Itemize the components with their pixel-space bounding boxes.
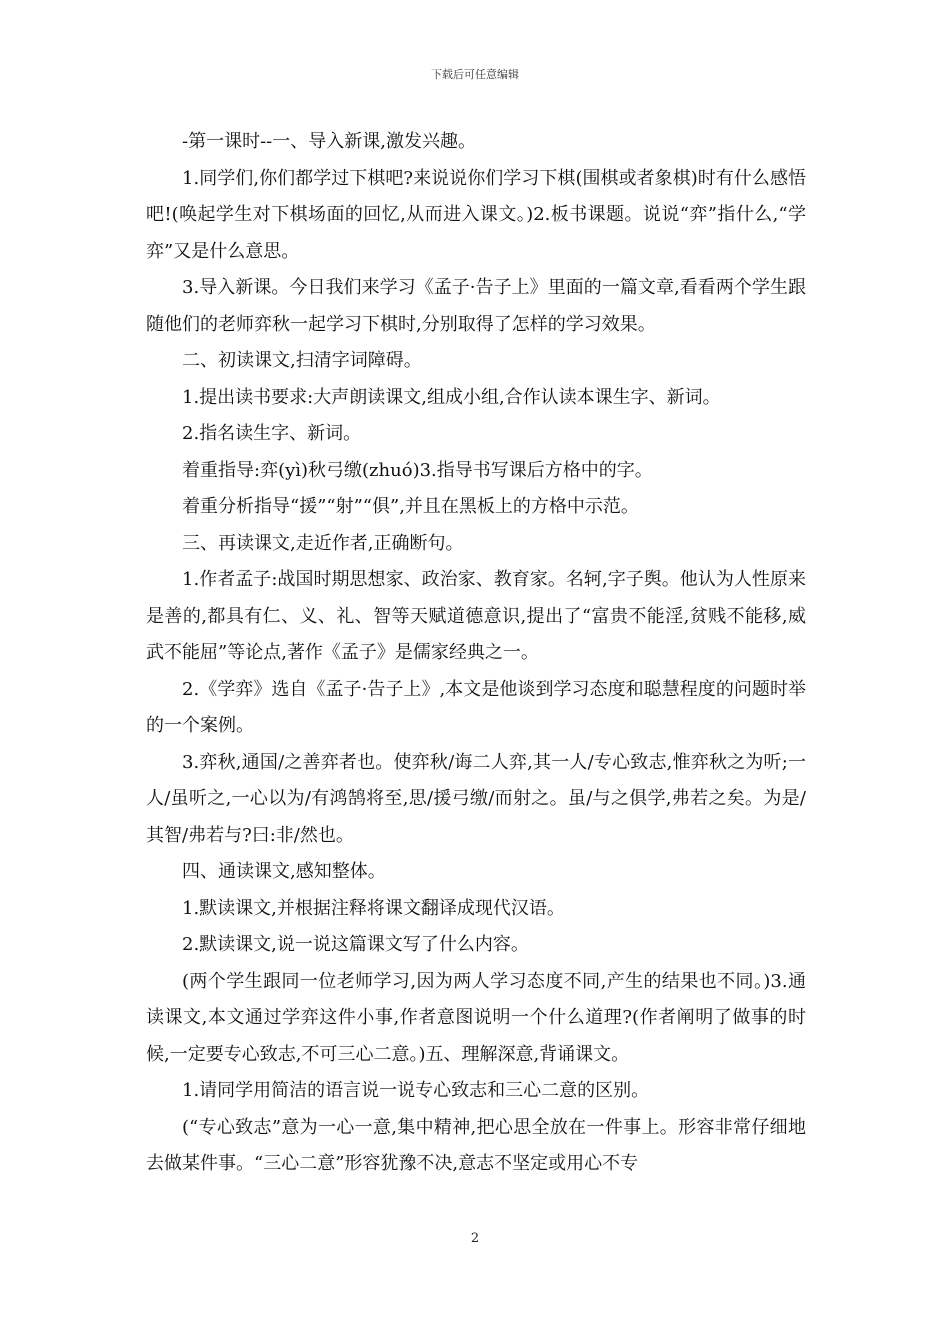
- paragraph-item: (“专心致志”意为一心一意,集中精神,把心思全放在一件事上。形容非常仔细地去做某件事。“三心二意”形容犹豫不决,意志不坚定或用心不专: [146, 1116, 806, 1174]
- document-body: [146, 124, 806, 1183]
- paragraph-item: 着重分析指导“援”“射”“俱”,并且在黑板上的方格中示范。: [182, 496, 639, 517]
- paragraph-item: 2.指名读生字、新词。: [182, 423, 362, 444]
- section-heading: 二、初读课文,扫清字词障碍。: [182, 350, 422, 371]
- paragraph-item: (两个学生跟同一位老师学习,因为两人学习态度不同,产生的结果也不同。)3.通读课文,本文通过学弈这件小事,作者意图说明一个什么道理?(作者阐明了做事的时候,一定要专心致志,不可三心二意。)五、理解深意,背诵课文。: [146, 970, 806, 1065]
- section-heading: 三、再读课文,走近作者,正确断句。: [182, 532, 464, 554]
- paragraph-item: 1.默读课文,并根据注释将课文翻译成现代汉语。: [182, 897, 565, 919]
- page-number: 2: [470, 1231, 480, 1246]
- page-header: 下载后可任意编辑: [431, 68, 519, 81]
- paragraph-item: 着重指导:弈(yì)秋弓缴(zhuó)3.指导书写课后方格中的字。: [182, 459, 653, 481]
- paragraph-item: 1.作者孟子:战国时期思想家、政治家、教育家。名轲,字子舆。他认为人性原来是善的,都具有仁、义、礼、智等天赋道德意识,提出了“富贵不能淫,贫贱不能移,威武不能屈”等论点,著作《孟子》是儒家经典之一。: [146, 569, 806, 663]
- paragraph-item: 3.导入新课。今日我们来学习《孟子·告子上》里面的一篇文章,看看两个学生跟随他们的老师弈秋一起学习下棋时,分别取得了怎样的学习效果。: [146, 277, 806, 335]
- section-heading: 四、通读课文,感知整体。: [182, 861, 386, 882]
- paragraph-item: 1.提出读书要求:大声朗读课文,组成小组,合作认读本课生字、新词。: [182, 386, 721, 408]
- paragraph-item: 2.《学弈》选自《孟子·告子上》,本文是他谈到学习态度和聪慧程度的问题时举的一个案例。: [146, 678, 806, 736]
- paragraph-item: 3.弈秋,通国/之善弈者也。使弈秋/诲二人弈,其一人/专心致志,惟弈秋之为听;一人/虽听之,一心以为/有鸿鹄将至,思/援弓缴/而射之。虽/与之俱学,弗若之矣。为是/其智/弗若与?曰:非/然也。: [146, 751, 806, 846]
- paragraph-lesson-intro: -第一课时--一、导入新课,激发兴趣。: [182, 131, 476, 152]
- paragraph-item: 1.同学们,你们都学过下棋吧?来说说你们学习下棋(围棋或者象棋)时有什么感悟吧!(唤起学生对下棋场面的回忆,从而进入课文。)2.板书课题。说说“弈”指什么,“学弈”又是什么意思。: [146, 167, 806, 262]
- paragraph-item: 2.默读课文,说一说这篇课文写了什么内容。: [182, 934, 529, 955]
- paragraph-item: 1.请同学用简洁的语言说一说专心致志和三心二意的区别。: [182, 1080, 650, 1101]
